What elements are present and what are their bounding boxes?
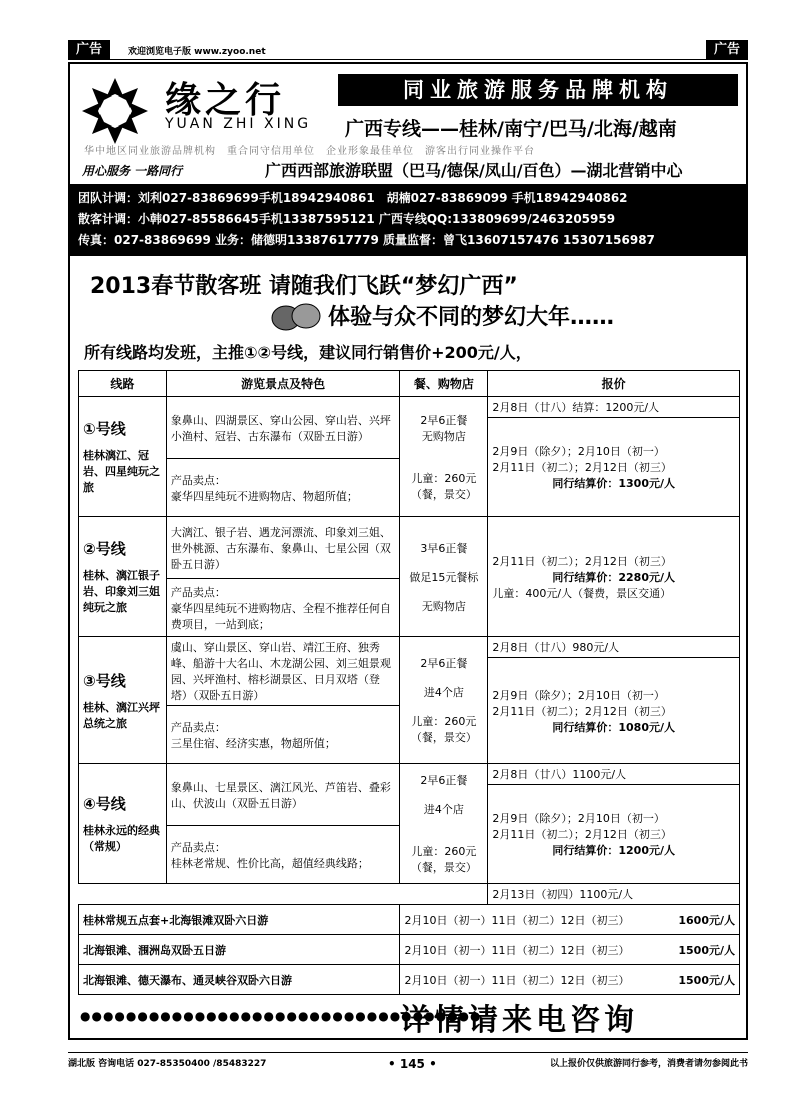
extra-name: 北海银滩、德天瀑布、通灵峡谷双卧六日游 [79,965,400,995]
price-line: 2月9日（除夕）；2月10日（初一） [492,445,665,458]
route-cell [79,764,167,884]
price-line: 2月11日（初二）；2月12日（初三） [492,554,672,568]
route-cell [79,637,167,764]
meal-shop: 做足15元餐标 [409,570,479,584]
route-number: ③号线 [83,671,126,690]
price-cell [488,658,740,764]
page-number: • 145 • [388,1057,437,1071]
extra-price: 1500元/人 [678,943,735,957]
price-cell [488,418,740,517]
ad-label-left: 广告 [68,40,110,60]
call-to-action [80,1003,740,1038]
logo-english: YUAN ZHI XING [165,116,312,132]
ad-page [68,62,748,1040]
price-line: 2月8日（廿八）结算：1200元/人 [492,401,660,414]
contact-line: 传真：027-83869699 业务：储德明13387617779 质量监督：曾飞13607157476 15307156987 [78,233,655,247]
meal-count: 2早6正餐 [420,657,468,670]
sell-label: 产品卖点： [170,585,226,599]
sell-label: 产品卖点： [170,720,226,734]
route-cell [79,397,167,517]
price-line: 同行结算价：2280元/人 [552,570,675,584]
extra-name: 北海银滩、涠洲岛双卧五日游 [79,935,400,965]
meal-shop: 进4个店 [423,803,464,816]
price-line: 2月11日（初二）；2月12日（初三） [492,704,672,718]
table-header: 报价 [488,371,740,397]
price-line: 2月8日（廿八）1100元/人 [492,768,627,781]
meal-shop: 进4个店 [423,686,464,699]
footer-disclaimer: 以上报价仅供旅游同行参考，消费者请勿参阅此书 [549,1059,748,1069]
meal-child: 无购物店 [421,599,466,613]
table-row [79,517,740,579]
price-line: 2月13日（初四）1100元/人 [492,888,634,901]
meal-cell [400,764,488,884]
sell-text: 豪华四星纯玩不进购物店、全程不推荐任何自费项目，一站到底； [170,601,391,631]
extra-dates: 2月10日（初一）11日（初二）12日（初三） [404,973,630,987]
alliance-text: 广西西部旅游联盟（巴马/德保/凤山/百色）—湖北营销中心 [265,161,683,180]
tagline: 华中地区同业旅游品牌机构 重合同守信用单位 企业形象最佳单位 游客出行同业操作平台 [84,146,535,157]
table-row [79,397,740,418]
table-header: 游览景点及特色 [166,371,400,397]
route-desc: 桂林永远的经典（常规） [83,824,160,853]
headline-main: 2013春节散客班 请随我们飞跃“梦幻广西” [90,274,518,299]
meal-count: 2早6正餐 [420,774,468,787]
sights-cell: 象鼻山、四湖景区、穿山公园、穿山岩、兴坪小渔村、冠岩、古东瀑布（双卧五日游） [166,397,400,459]
price-cell [488,764,740,785]
sights-cell: 象鼻山、七星景区、漓江风光、芦笛岩、叠彩山、伏波山（双卧五日游） [166,764,400,826]
logo-chinese: 缘之行 [165,79,286,121]
headline-secondary: 体验与众不同的梦幻大年…… [328,305,615,330]
table-row [79,637,740,658]
extra-dates-price [400,965,740,995]
table-header: 线路 [79,371,167,397]
price-table [78,370,740,995]
meal-cell [400,397,488,517]
footer-contact: 湖北版 咨询电话 027-85350400 /85483227 [68,1059,267,1069]
price-cell [488,517,740,637]
route-number: ①号线 [83,420,126,438]
price-line: 儿童：400元/人（餐费，景区交通） [492,586,672,600]
price-line: 2月9日（除夕）；2月10日（初一） [492,812,665,825]
motto: 用心服务 一路同行 [82,164,183,178]
meal-count: 2早6正餐 [420,413,468,427]
price-cell [488,785,740,884]
sell-label: 产品卖点： [170,840,226,854]
extra-row [79,935,740,965]
top-bar [68,40,748,60]
price-line: 2月11日（初二）；2月12日（初三） [492,461,672,474]
extra-price: 1600元/人 [678,913,735,927]
selling-point-cell [166,579,400,637]
sell-text: 三星住宿、经济实惠，物超所值； [170,736,336,750]
meal-cell [400,637,488,764]
extra-row [79,905,740,935]
contact-line: 团队计调：刘利027-83869699手机18942940861 胡楠027-83869099 手机18942940862 [78,191,628,205]
extra-dates-price [400,935,740,965]
welcome-text: 欢迎浏览电子版 www.zyoo.net [128,47,266,57]
extra-row [79,965,740,995]
star-logo-icon [80,76,150,146]
price-cell [488,637,740,658]
sights-cell: 大漓江、银子岩、遇龙河漂流、印象刘三姐、世外桃源、古东瀑布、象鼻山、七星公园（双卧五日游） [166,517,400,579]
sell-text: 豪华四星纯玩不进购物店、物超所值； [170,489,358,503]
meal-child: 儿童：260元（餐，景交） [410,471,477,501]
slogan-banner: 同业旅游服务品牌机构 [338,74,738,106]
price-line: 同行结算价：1200元/人 [552,844,675,857]
sell-text: 桂林老常规、性价比高，超值经典线路； [170,856,369,870]
table-header: 餐、购物店 [400,371,488,397]
price-line: 同行结算价：1300元/人 [552,477,675,490]
coins-icon [270,302,324,332]
route-cell [79,517,167,637]
table-header-row [79,371,740,397]
dots-decoration: ●●●●●●●●●●●●●●●●●●●●●●●●●●●●●●●●●●● [80,1009,482,1023]
route-desc: 桂林、漓江兴坪总统之旅 [83,700,160,730]
route-number: ②号线 [83,540,126,558]
table-row [79,764,740,785]
meal-shop: 无购物店 [421,429,466,443]
headline-sub: 所有线路均发班，主推①②号线，建议同行销售价+200元/人， [84,343,532,362]
footer [68,1052,748,1074]
meal-child: 儿童：260元（餐，景交） [410,845,477,874]
cta-text: 详情请来电咨询 [400,1003,638,1038]
selling-point-cell [166,706,400,764]
price-line: 2月8日（廿八）980元/人 [492,641,620,654]
meal-cell [400,517,488,637]
sights-cell: 虞山、穿山景区、穿山岩、靖江王府、独秀峰、船游十大名山、木龙湖公园、刘三姐景观园、兴坪渔村、榕杉湖景区、日月双塔（登塔）（双卧五日游） [166,637,400,706]
route-desc: 桂林、漓江银子岩、印象刘三姐纯玩之旅 [83,569,160,614]
extra-dates: 2月10日（初一）11日（初二）12日（初三） [404,943,630,957]
extra-dates-price [400,905,740,935]
contact-line: 散客计调：小韩027-85586645手机13387595121 广西专线QQ:133809699/2463205959 [78,212,616,226]
selling-point-cell [166,826,400,884]
price-line: 2月11日（初二）；2月12日（初三） [492,828,672,841]
meal-count: 3早6正餐 [420,541,468,555]
table-row [79,884,740,905]
price-cell [488,397,740,418]
route-desc: 桂林漓江、冠岩、四星纯玩之旅 [83,449,160,494]
price-line: 同行结算价：1080元/人 [552,720,675,734]
extra-name: 桂林常规五点套+北海银滩双卧六日游 [79,905,400,935]
price-cell [488,884,740,905]
special-line: 广西专线——桂林/南宁/巴马/北海/越南 [345,118,677,140]
selling-point-cell [166,459,400,517]
sell-label: 产品卖点： [170,473,226,487]
meal-child: 儿童：260元（餐，景交） [410,715,477,744]
extra-price: 1500元/人 [678,973,735,987]
route-number: ④号线 [83,795,126,813]
ad-label-right: 广告 [706,40,748,60]
price-line: 2月9日（除夕）；2月10日（初一） [492,688,665,702]
contact-block [70,184,746,256]
extra-dates: 2月10日（初一）11日（初二）12日（初三） [404,913,630,927]
